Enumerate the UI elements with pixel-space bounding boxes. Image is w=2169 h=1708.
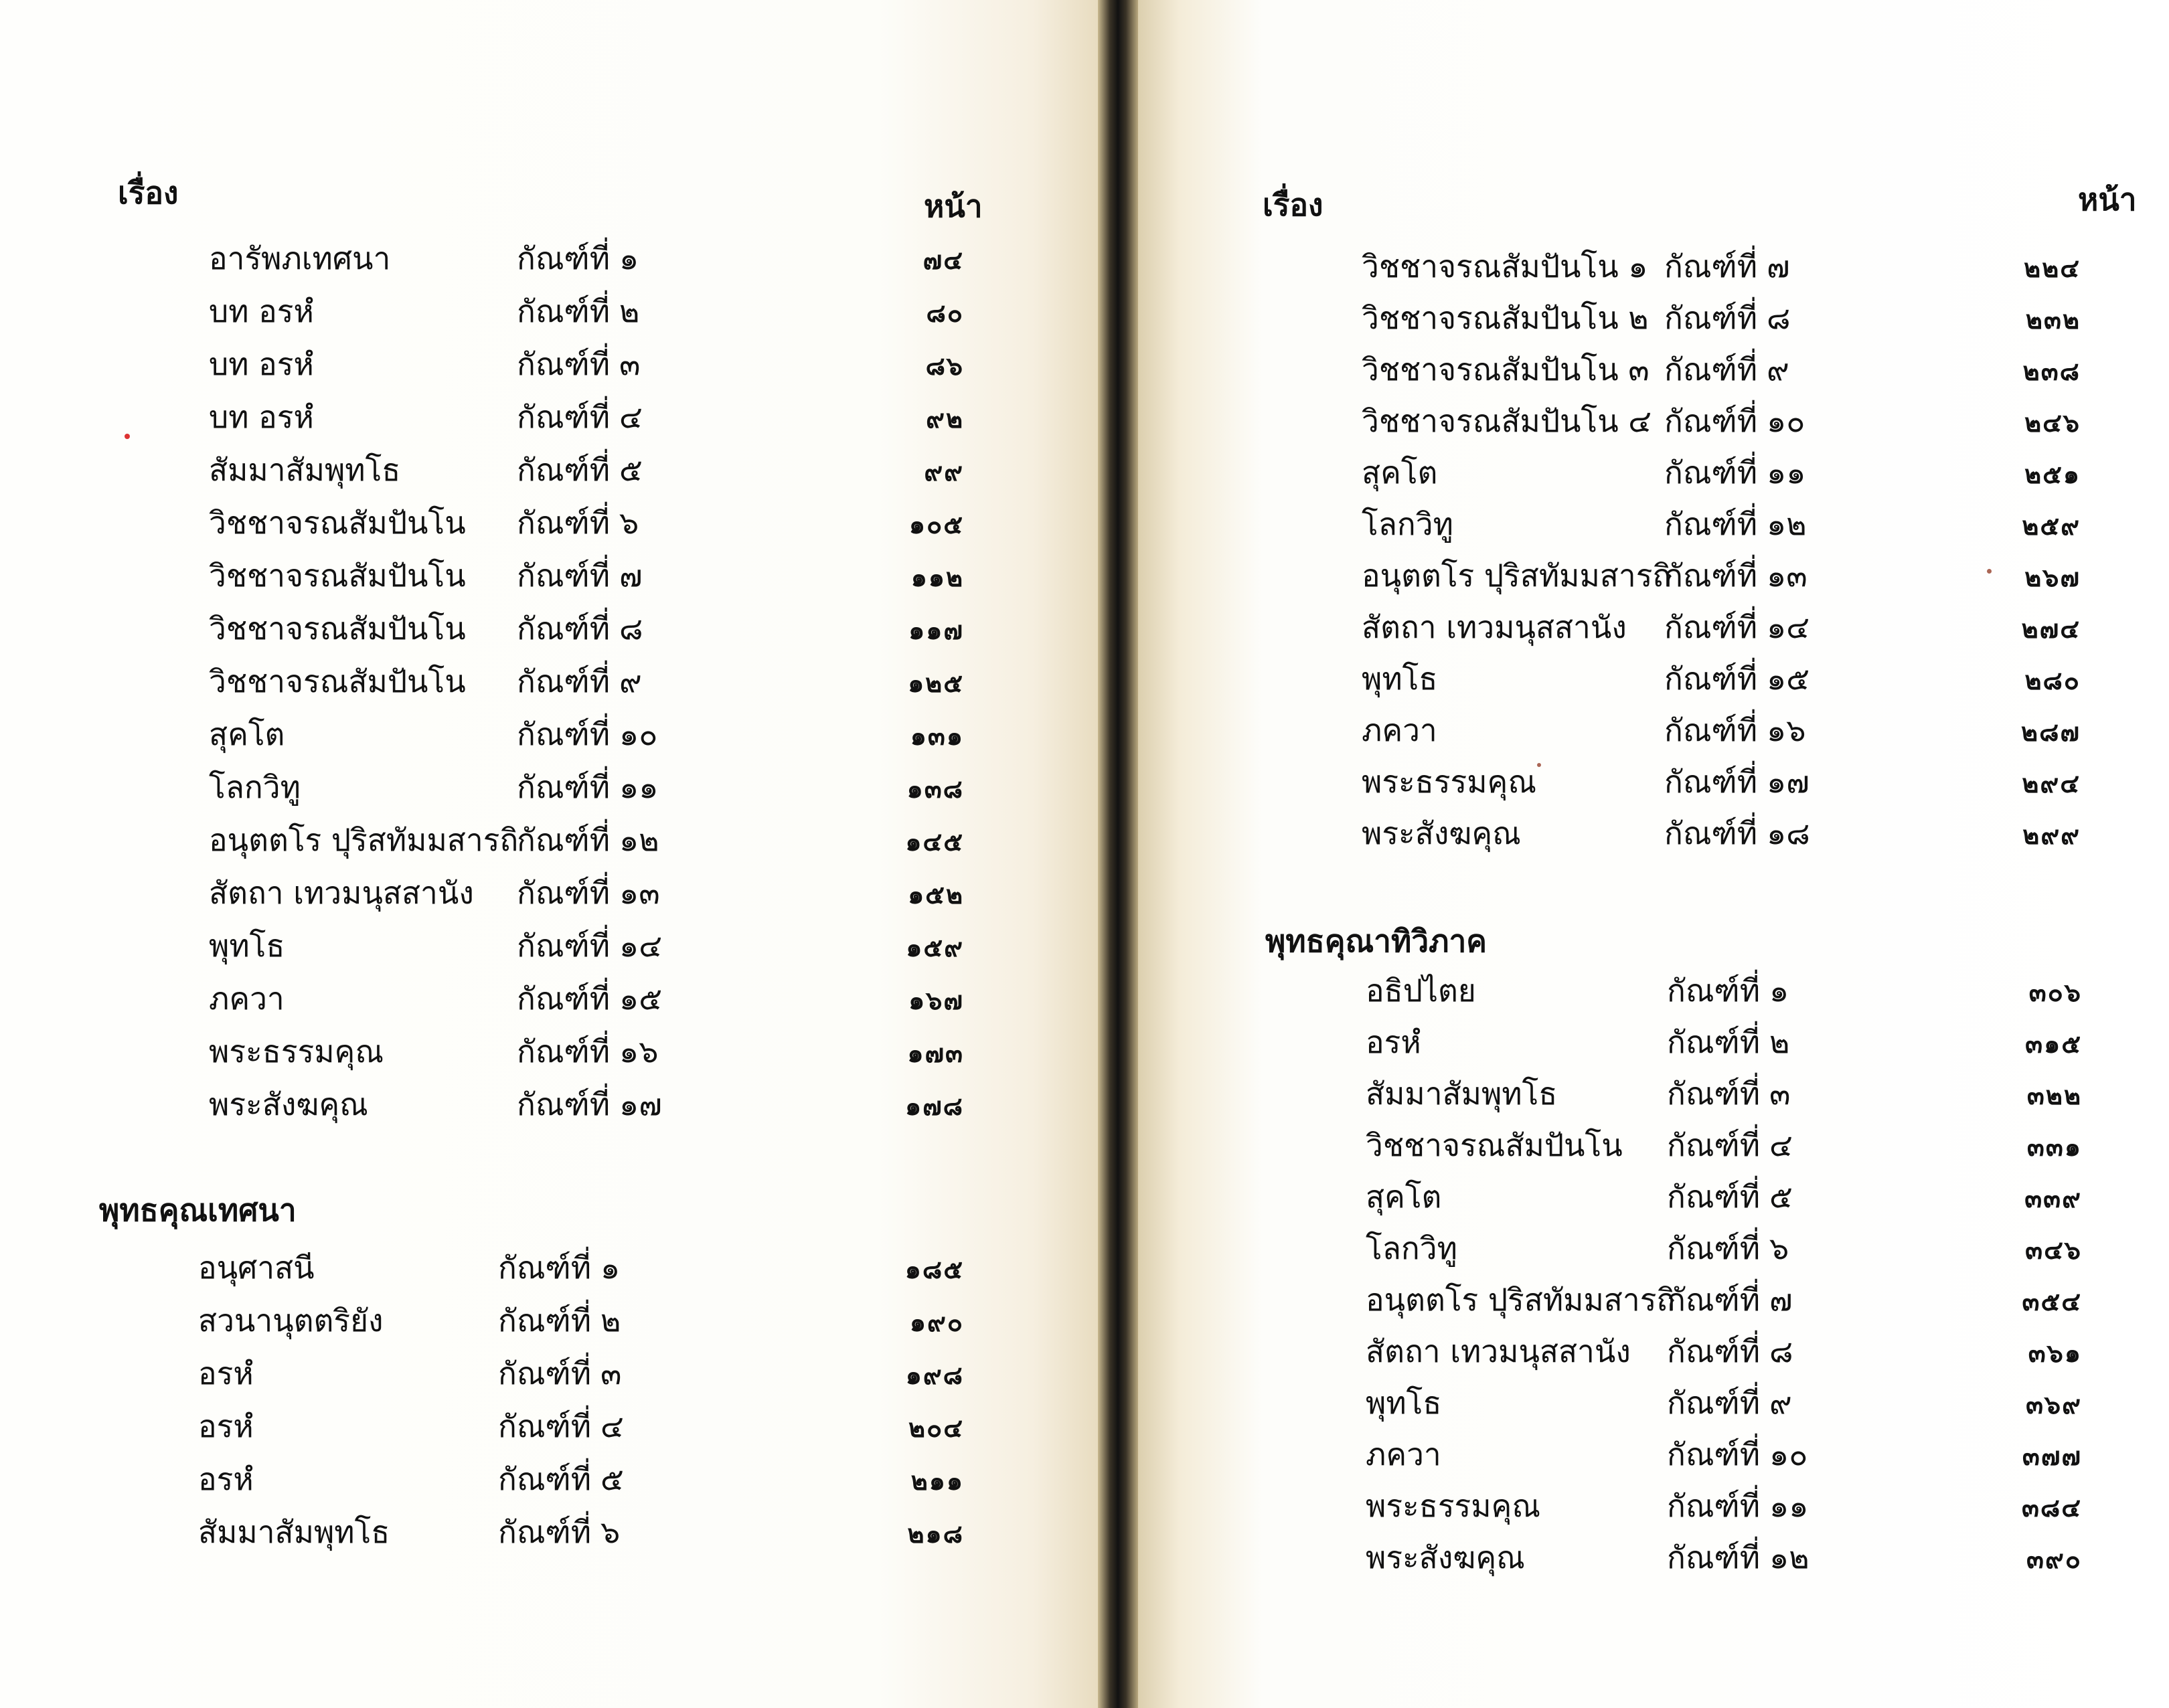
kanda-number: ๗ [1769,1282,1793,1318]
entry-kanda [1664,294,1791,343]
kanda-number: ๑๔ [619,928,663,964]
kanda-label: กัณฑ์ที่ [517,769,611,805]
entry-kanda [517,922,662,970]
entry-page-number: ๓๓๙ [2024,1183,2082,1213]
entry-title: วิชชาจรณสัมปันโน [209,663,466,699]
entry-title: บท อรหํ [209,399,314,435]
kanda-label: กัณฑ์ที่ [517,505,611,541]
entry-page-number: ๓๖๑ [2028,1338,2082,1368]
kanda-number: ๑ [619,240,639,276]
toc-entry [0,1455,1004,1499]
kanda-number: ๔ [600,1408,624,1444]
toc-entry [1138,242,2142,286]
entry-title: พุทโธ [209,928,285,964]
entry-kanda [517,499,639,547]
entry-title: สุคโต [1362,454,1438,491]
kanda-label: กัณฑ์ที่ [1664,712,1758,748]
entry-title: สัมมาสัมพุทโธ [209,452,401,488]
toc-entry [1138,1430,2142,1474]
entry-kanda [1667,1430,1807,1479]
entry-title: วิชชาจรณสัมปันโน ๔ [1362,403,1652,439]
toc-entry [0,1349,1004,1393]
entry-kanda [1664,809,1810,858]
kanda-number: ๓ [1769,1076,1791,1112]
kanda-label: กัณฑ์ที่ [498,1408,592,1444]
entry-title: วิชชาจรณสัมปันโน ๑ [1362,248,1648,284]
kanda-label: กัณฑ์ที่ [1664,351,1758,388]
entry-kanda [1667,1018,1789,1067]
entry-page-number: ๒๐๔ [908,1413,964,1443]
entry-kanda [1667,966,1789,1015]
topic-heading: เรื่อง [1263,187,1323,223]
kanda-label: กัณฑ์ที่ [517,452,611,488]
entry-kanda [517,710,657,759]
toc-entry [0,340,1004,384]
entry-kanda [1664,397,1805,446]
toc-entry [1138,345,2142,390]
kanda-number: ๑๐ [1767,403,1805,439]
kanda-number: ๑๖ [619,1033,659,1070]
toc-entry [0,922,1004,966]
entry-kanda [498,1508,620,1557]
entry-kanda [1667,1533,1810,1582]
kanda-number: ๒ [619,293,640,329]
toc-entry [1138,1121,2142,1165]
entry-page-number: ๙๙ [924,456,964,487]
entry-kanda [1664,500,1807,549]
entry-title: บท อรหํ [209,346,314,382]
entry-title: วิชชาจรณสัมปันโน ๓ [1362,351,1650,388]
entry-title: บท อรหํ [209,293,314,329]
kanda-label: กัณฑ์ที่ [1667,972,1761,1009]
kanda-number: ๔ [1769,1127,1793,1163]
entry-kanda [498,1296,621,1345]
entry-kanda [1667,1379,1792,1428]
entry-page-number: ๓๕๔ [2022,1286,2082,1316]
entry-page-number: ๘๖ [925,351,964,381]
entry-page-number: ๓๖๙ [2026,1389,2082,1420]
toc-entry [0,234,1004,278]
entry-kanda [517,287,639,336]
toc-entry [1138,1018,2142,1062]
toc-entry [0,446,1004,490]
kanda-number: ๑๕ [619,980,663,1017]
toc-entry [0,1244,1004,1288]
kanda-number: ๙ [619,663,642,699]
ink-speck [1987,569,1992,574]
kanda-number: ๑ [1769,972,1789,1009]
entry-page-number: ๑๘๕ [904,1254,964,1284]
entry-page-number: ๒๙๙ [2022,820,2081,850]
entry-title: สัตถา เทวมนุสสานัง [209,875,474,911]
kanda-label: กัณฑ์ที่ [517,346,611,382]
entry-kanda [1667,1224,1789,1273]
kanda-label: กัณฑ์ที่ [517,293,611,329]
page-column-heading: หน้า [2078,181,2137,218]
toc-entry [1138,706,2142,750]
toc-entry [1138,655,2142,699]
page-column-heading: หน้า [924,188,983,224]
entry-page-number: ๑๗๓ [907,1038,964,1068]
entry-kanda [517,657,642,706]
kanda-number: ๔ [619,399,643,435]
kanda-number: ๑๐ [619,716,658,752]
kanda-number: ๑๑ [619,769,659,805]
kanda-number: ๗ [1767,248,1790,284]
toc-entry [1138,1276,2142,1320]
entry-kanda [1667,1482,1808,1531]
entry-title: สุคโต [1366,1179,1442,1215]
entry-kanda [517,340,641,389]
entry-kanda [517,1080,662,1129]
entry-kanda [517,869,660,918]
kanda-label: กัณฑ์ที่ [1664,300,1758,336]
toc-entry [0,710,1004,754]
kanda-number: ๙ [1769,1385,1792,1421]
entry-title: สุคโต [209,716,285,752]
entry-page-number: ๑๒๕ [908,668,964,698]
kanda-label: กัณฑ์ที่ [1664,558,1758,594]
toc-entry [0,816,1004,860]
entry-title: โลกวิทู [1366,1230,1457,1266]
kanda-label: กัณฑ์ที่ [1667,1127,1761,1163]
kanda-label: กัณฑ์ที่ [1667,1179,1761,1215]
entry-page-number: ๑๗๘ [904,1091,964,1121]
toc-entry [0,604,1004,649]
entry-page-number: ๑๑๗ [908,615,964,645]
kanda-label: กัณฑ์ที่ [498,1461,592,1497]
entry-page-number: ๒๘๐ [2024,665,2081,695]
toc-entry [0,1080,1004,1124]
entry-page-number: ๓๓๑ [2026,1132,2082,1162]
entry-page-number: ๒๔๖ [2024,408,2081,438]
entry-title: ภควา [1362,712,1437,748]
entry-title: สัมมาสัมพุทโธ [1366,1076,1558,1112]
toc-entry [0,1508,1004,1552]
toc-entry [1138,603,2142,647]
entry-kanda [1667,1070,1791,1118]
entry-page-number: ๓๗๗ [2022,1441,2082,1471]
topic-heading: เรื่อง [118,175,179,211]
toc-entry [1138,1327,2142,1371]
entry-page-number: ๒๒๔ [2024,253,2081,283]
kanda-label: กัณฑ์ที่ [1664,815,1758,851]
kanda-number: ๓ [600,1355,622,1391]
toc-entry [0,287,1004,331]
entry-page-number: ๑๕๒ [908,879,964,910]
entry-kanda [1664,603,1810,652]
toc-entry [1138,758,2142,802]
entry-page-number: ๒๓๒ [2025,305,2081,335]
entry-page-number: ๑๐๕ [908,509,964,539]
kanda-number: ๑๔ [1767,609,1810,645]
toc-entry [1138,1224,2142,1268]
kanda-label: กัณฑ์ที่ [498,1250,592,1286]
kanda-number: ๖ [619,505,639,541]
kanda-label: กัณฑ์ที่ [1664,248,1758,284]
entry-page-number: ๒๖๗ [2024,562,2081,592]
entry-page-number: ๓๔๖ [2025,1235,2082,1265]
entry-title: โลกวิทู [1362,506,1453,542]
toc-entry [1138,500,2142,544]
entry-title: พระสังฆคุณ [1362,815,1521,851]
entry-kanda [517,446,643,495]
kanda-number: ๘ [1769,1333,1793,1369]
kanda-label: กัณฑ์ที่ [517,875,611,911]
kanda-number: ๖ [600,1514,621,1550]
section-heading: พุทธคุณาทิวิภาค [1265,923,1488,959]
kanda-number: ๘ [619,610,643,647]
kanda-label: กัณฑ์ที่ [517,1086,611,1122]
entry-title: สัตถา เทวมนุสสานัง [1366,1333,1631,1369]
kanda-label: กัณฑ์ที่ [517,610,611,647]
entry-page-number: ๑๓๑ [910,721,964,751]
kanda-number: ๑๓ [619,875,660,911]
kanda-label: กัณฑ์ที่ [517,716,611,752]
kanda-number: ๖ [1769,1230,1789,1266]
toc-entry [0,657,1004,701]
kanda-label: กัณฑ์ที่ [1667,1230,1761,1266]
entry-title: อนุตตโร ปุริสทัมมสารถิ [1366,1282,1676,1318]
entry-page-number: ๑๔๕ [905,827,964,857]
kanda-number: ๕ [600,1461,624,1497]
entry-title: อรหํ [1366,1024,1421,1060]
kanda-number: ๑ [600,1250,621,1286]
section-heading: พุทธคุณเทศนา [99,1192,297,1228]
entry-page-number: ๒๑๘ [907,1519,964,1549]
toc-entry [1138,1070,2142,1114]
kanda-label: กัณฑ์ที่ [498,1302,592,1339]
entry-kanda [517,974,662,1023]
kanda-number: ๗ [619,558,643,594]
toc-entry [1138,966,2142,1011]
kanda-number: ๑๘ [1767,815,1810,851]
entry-page-number: ๒๘๗ [2021,717,2081,747]
entry-kanda [517,393,643,442]
kanda-label: กัณฑ์ที่ [517,980,611,1017]
toc-entry [0,1296,1004,1341]
entry-title: อนุตตโร ปุริสทัมมสารถิ [1362,558,1672,594]
entry-page-number: ๓๐๖ [2028,977,2082,1007]
kanda-label: กัณฑ์ที่ [1664,609,1758,645]
toc-entry [1138,397,2142,441]
kanda-label: กัณฑ์ที่ [1664,403,1758,439]
book-gutter [1098,0,1138,1708]
kanda-label: กัณฑ์ที่ [517,558,611,594]
kanda-number: ๑๕ [1767,661,1810,697]
kanda-label: กัณฑ์ที่ [517,399,611,435]
entry-page-number: ๒๕๙ [2022,511,2081,541]
toc-entry [0,763,1004,807]
kanda-number: ๑๒ [1769,1539,1810,1575]
toc-entry [0,393,1004,437]
entry-page-number: ๓๒๒ [2026,1080,2082,1110]
kanda-label: กัณฑ์ที่ [1667,1333,1761,1369]
ink-speck [125,434,130,439]
entry-title: ภควา [1366,1436,1441,1472]
toc-entry [1138,551,2142,596]
entry-kanda [1667,1327,1793,1376]
toc-entry [0,551,1004,596]
kanda-label: กัณฑ์ที่ [498,1355,592,1391]
kanda-label: กัณฑ์ที่ [1664,454,1758,491]
kanda-number: ๑๗ [1767,764,1810,800]
toc-entry [1138,809,2142,853]
kanda-number: ๕ [619,452,643,488]
entry-title: วิชชาจรณสัมปันโน [209,610,466,647]
kanda-label: กัณฑ์ที่ [517,822,611,858]
entry-page-number: ๓๙๐ [2026,1544,2082,1574]
kanda-label: กัณฑ์ที่ [517,1033,611,1070]
kanda-label: กัณฑ์ที่ [517,663,611,699]
entry-title: พุทโธ [1366,1385,1442,1421]
toc-entry [1138,1379,2142,1423]
entry-title: อรหํ [198,1355,254,1391]
kanda-label: กัณฑ์ที่ [1664,661,1758,697]
ink-speck [1537,763,1541,767]
kanda-label: กัณฑ์ที่ [1667,1488,1761,1524]
entry-title: ภควา [209,980,285,1017]
entry-page-number: ๒๑๑ [910,1466,964,1496]
kanda-label: กัณฑ์ที่ [1667,1282,1761,1318]
kanda-number: ๓ [619,346,641,382]
toc-entry [1138,294,2142,338]
entry-title: อรหํ [198,1408,254,1444]
entry-page-number: ๑๖๗ [908,985,964,1015]
entry-page-number: ๘๐ [926,298,964,328]
toc-entry [1138,1482,2142,1526]
toc-entry [1138,1173,2142,1217]
entry-title: สัมมาสัมพุทโธ [198,1514,390,1550]
kanda-label: กัณฑ์ที่ [1667,1385,1761,1421]
entry-kanda [517,604,643,653]
entry-title: พุทโธ [1362,661,1438,697]
toc-entry [0,499,1004,543]
kanda-label: กัณฑ์ที่ [517,928,611,964]
kanda-number: ๘ [1767,300,1791,336]
entry-title: พระธรรมคุณ [1362,764,1536,800]
entry-title: พระธรรมคุณ [1366,1488,1540,1524]
entry-kanda [1667,1121,1793,1170]
toc-entry [0,974,1004,1019]
entry-page-number: ๙๒ [926,404,964,434]
kanda-number: ๑๐ [1769,1436,1808,1472]
entry-title: โลกวิทู [209,769,301,805]
kanda-number: ๑๖ [1767,712,1806,748]
kanda-number: ๑๗ [619,1086,662,1122]
entry-kanda [498,1244,620,1292]
kanda-number: ๑๒ [1767,506,1807,542]
toc-entry [0,869,1004,913]
entry-title: วิชชาจรณสัมปันโน [1366,1127,1623,1163]
entry-page-number: ๗๔ [922,245,964,275]
toc-entry [1138,448,2142,493]
entry-title: อนุศาสนี [198,1250,315,1286]
entry-title: อรหํ [198,1461,254,1497]
kanda-number: ๑๓ [1767,558,1807,594]
entry-kanda [517,816,659,865]
kanda-label: กัณฑ์ที่ [1667,1436,1761,1472]
entry-kanda [1664,706,1805,755]
entry-kanda [498,1349,622,1398]
kanda-number: ๒ [1769,1024,1790,1060]
entry-kanda [1667,1173,1793,1221]
kanda-number: ๑๒ [619,822,659,858]
kanda-label: กัณฑ์ที่ [517,240,611,276]
entry-page-number: ๒๕๑ [2024,459,2081,489]
kanda-label: กัณฑ์ที่ [498,1514,592,1550]
entry-page-number: ๒๙๔ [2022,768,2081,798]
right-page [1138,0,2169,1708]
entry-kanda [498,1402,624,1451]
entry-title: วิชชาจรณสัมปันโน [209,505,466,541]
entry-kanda [1664,551,1807,600]
entry-kanda [1664,448,1805,497]
toc-entry [1138,1533,2142,1577]
entry-page-number: ๑๙๘ [905,1360,964,1390]
kanda-label: กัณฑ์ที่ [1664,506,1758,542]
entry-kanda [1664,655,1810,703]
entry-kanda [1667,1276,1793,1325]
entry-title: พระธรรมคุณ [209,1033,384,1070]
entry-page-number: ๓๘๔ [2021,1492,2082,1523]
entry-kanda [517,234,639,283]
kanda-number: ๑๑ [1767,454,1806,491]
entry-kanda [517,551,643,600]
entry-title: สวนานุตตริยัง [198,1302,384,1339]
entry-kanda [517,1027,658,1076]
entry-title: วิชชาจรณสัมปันโน [209,558,466,594]
entry-kanda [498,1455,624,1504]
kanda-label: กัณฑ์ที่ [1664,764,1758,800]
entry-page-number: ๒๗๔ [2021,614,2081,644]
entry-page-number: ๑๑๒ [910,562,964,592]
entry-page-number: ๒๓๘ [2022,356,2081,386]
entry-title: พระสังฆคุณ [1366,1539,1525,1575]
entry-kanda [1664,345,1789,394]
entry-page-number: ๑๕๙ [906,932,964,962]
kanda-number: ๒ [600,1302,621,1339]
kanda-label: กัณฑ์ที่ [1667,1076,1761,1112]
kanda-number: ๕ [1769,1179,1793,1215]
entry-page-number: ๓๑๕ [2025,1029,2082,1059]
entry-page-number: ๑๙๐ [909,1307,964,1337]
entry-page-number: ๑๓๘ [906,774,964,804]
entry-kanda [1664,758,1810,806]
kanda-number: ๑๑ [1769,1488,1809,1524]
entry-title: อารัพภเทศนา [209,240,391,276]
toc-entry [0,1402,1004,1446]
entry-kanda [517,763,658,812]
entry-title: วิชชาจรณสัมปันโน ๒ [1362,300,1649,336]
entry-kanda [1664,242,1790,291]
kanda-label: กัณฑ์ที่ [1667,1024,1761,1060]
entry-title: พระสังฆคุณ [209,1086,368,1122]
toc-entry [0,1027,1004,1072]
kanda-number: ๙ [1767,351,1789,388]
kanda-label: กัณฑ์ที่ [1667,1539,1761,1575]
entry-title: อนุตตโร ปุริสทัมมสารถิ [209,822,519,858]
entry-title: อธิปไตย [1366,972,1476,1009]
entry-title: สัตถา เทวมนุสสานัง [1362,609,1627,645]
